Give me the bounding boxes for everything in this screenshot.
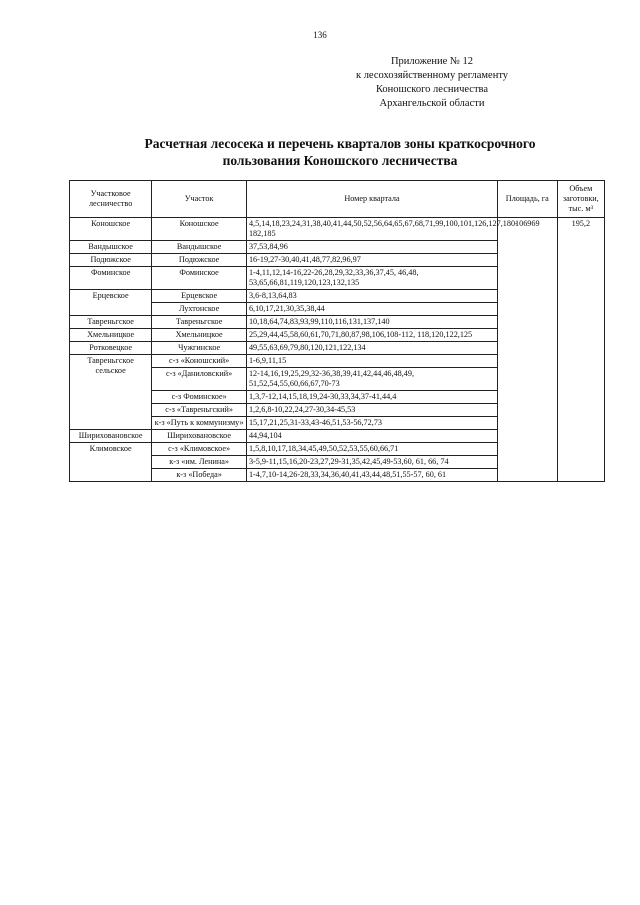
cell-quarters: 1-4,7,10-14,26-28,33,34,36,40,41,43,44,48,51,55-57, 60, 61 xyxy=(246,469,497,482)
cell-district: Ротковецкое xyxy=(70,342,152,355)
cell-section: с-з «Климовское» xyxy=(152,443,247,456)
cell-district: Тавреньгское сельское xyxy=(70,355,152,430)
cell-quarters: 6,10,17,21,30,35,38,44 xyxy=(246,303,497,316)
cell-section: Ерцевское xyxy=(152,290,247,303)
cell-section: с-з «Даниловский» xyxy=(152,368,247,391)
cell-quarters: 3-5,9-11,15,16,20-23,27,29-31,35,42,45,49-53,60, 61, 66, 74 xyxy=(246,456,497,469)
cell-section: Коношское xyxy=(152,218,247,241)
document-title xyxy=(70,135,610,169)
cell-quarters: 12-14,16,19,25,29,32-36,38,39,41,42,44,46,48,49, 51,52,54,55,60,66,67,70-73 xyxy=(246,368,497,391)
quarters-table xyxy=(69,180,605,482)
cell-quarters: 1-4,11,12,14-16,22-26,28,29,32,33,36,37,45, 46,48, 53,65,66,81,119,120,123,132,135 xyxy=(246,267,497,290)
header-volume: Объем заготовки, тыс. м³ xyxy=(557,181,604,218)
cell-section: с-з Фоминское» xyxy=(152,391,247,404)
cell-section: к-з «им. Ленина» xyxy=(152,456,247,469)
header-section: Участок xyxy=(152,181,247,218)
cell-district: Вандышское xyxy=(70,241,152,254)
appendix-line: к лесохозяйственному регламенту xyxy=(355,70,509,81)
cell-quarters: 4,5,14,18,23,24,31,38,40,41,44,50,52,56,64,65,67,68,71,99,100,101,126,127,180-182,185 xyxy=(246,218,497,241)
cell-section: Чужгинское xyxy=(152,342,247,355)
cell-district: Фоминское xyxy=(70,267,152,290)
title-line: Расчетная лесосека и перечень кварталов зоны краткосрочного xyxy=(144,136,536,151)
cell-quarters: 49,55,63,69,79,80,120,121,122,134 xyxy=(246,342,497,355)
cell-section: Шириховановское xyxy=(152,430,247,443)
cell-section: Фоминское xyxy=(152,267,247,290)
cell-quarters: 37,53,84,96 xyxy=(246,241,497,254)
header-area: Площадь, га xyxy=(497,181,557,218)
table-header-row xyxy=(70,181,605,218)
cell-section: Подюжское xyxy=(152,254,247,267)
cell-quarters: 15,17,21,25,31-33,43-46,51,53-56,72,73 xyxy=(246,417,497,430)
header-district: Участковое лесничество xyxy=(70,181,152,218)
title-line: пользования Коношского лесничества xyxy=(222,153,458,168)
cell-section: Вандышское xyxy=(152,241,247,254)
cell-quarters: 3,6-8,13,64,83 xyxy=(246,290,497,303)
cell-quarters: 1,5,8,10,17,18,34,45,49,50,52,53,55,60,66,71 xyxy=(246,443,497,456)
cell-district: Климовское xyxy=(70,443,152,482)
header-quarters: Номер квартала xyxy=(246,181,497,218)
cell-district: Хмельницкое xyxy=(70,329,152,342)
appendix-line: Приложение № 12 xyxy=(390,56,474,67)
cell-district: Ерцевское xyxy=(70,290,152,316)
cell-section: с-з «Тавреньгский» xyxy=(152,404,247,417)
cell-quarters: 44,94,104 xyxy=(246,430,497,443)
cell-quarters: 25,29,44,45,58,60,61,70,71,80,87,98,106,108-112, 118,120,122,125 xyxy=(246,329,497,342)
table-row xyxy=(70,218,605,241)
cell-volume: 195,2 xyxy=(557,218,604,482)
cell-section: с-з «Коношский» xyxy=(152,355,247,368)
cell-quarters: 1,2,6,8-10,22,24,27-30,34-45,53 xyxy=(246,404,497,417)
appendix-line: Архангельской области xyxy=(379,98,485,109)
cell-section: Лухтонское xyxy=(152,303,247,316)
cell-section: Тавреньгское xyxy=(152,316,247,329)
cell-area: 106969 xyxy=(497,218,557,482)
cell-section: к-з «Путь к коммунизму» xyxy=(152,417,247,430)
page-number: 136 xyxy=(313,30,327,40)
cell-quarters: 16-19,27-30,40,41,48,77,82,96,97 xyxy=(246,254,497,267)
cell-district: Коношское xyxy=(70,218,152,241)
appendix-block xyxy=(322,55,542,111)
cell-section: к-з «Победа» xyxy=(152,469,247,482)
cell-quarters: 1,3,7-12,14,15,18,19,24-30,33,34,37-41,44,4 xyxy=(246,391,497,404)
cell-section: Хмельницкое xyxy=(152,329,247,342)
appendix-line: Коношского лесничества xyxy=(375,84,489,95)
cell-district: Шириховановское xyxy=(70,430,152,443)
cell-district: Подюжское xyxy=(70,254,152,267)
cell-district: Тавреньгское xyxy=(70,316,152,329)
cell-quarters: 1-6,9,11,15 xyxy=(246,355,497,368)
cell-quarters: 10,18,64,74,83,93,99,110,116,131,137,140 xyxy=(246,316,497,329)
